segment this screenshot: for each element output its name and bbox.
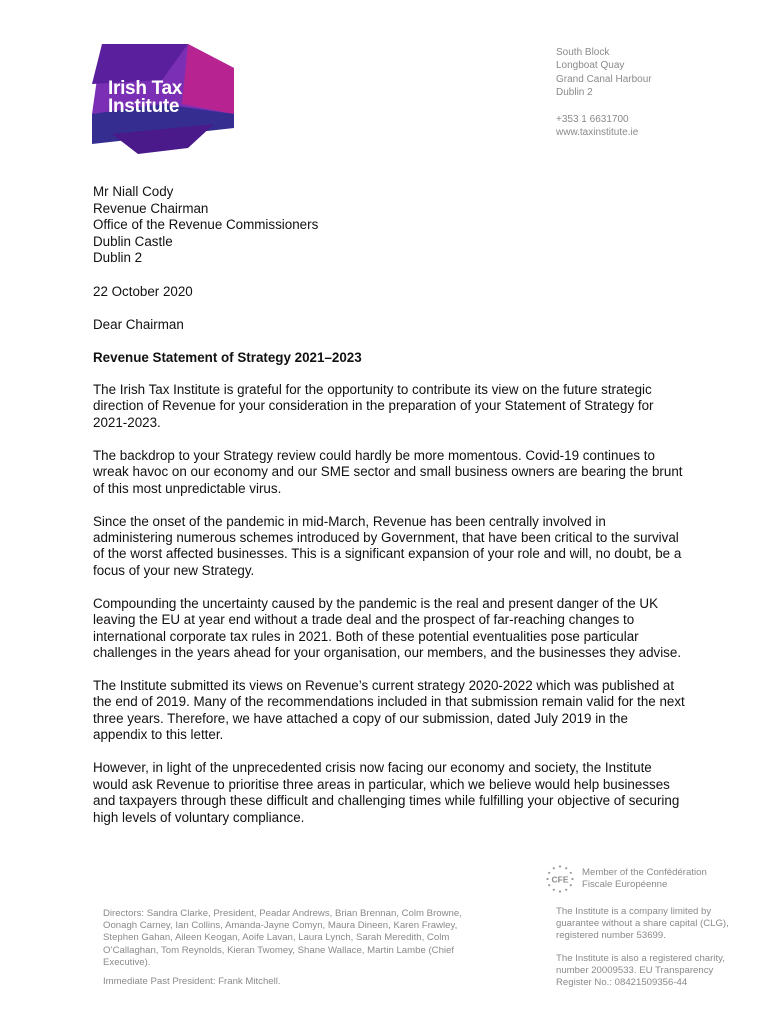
- cfe-line: Member of the Confédération: [582, 867, 707, 878]
- cfe-membership: [582, 867, 707, 892]
- recipient-address: [93, 184, 318, 267]
- letter-date: 22 October 2020: [93, 284, 193, 299]
- body-paragraph: However, in light of the unprecedented crisis now facing our economy and society, the Institute would ask Revenue to prioritise three areas in particular, which we believe would help businesses and taxpayers through these difficult and challenging times while fulfilling your objective of securing high levels of voluntary compliance.: [93, 760, 680, 825]
- cfe-badge-icon: [545, 864, 575, 894]
- company-info: The Institute is a company limited by guarantee without a share capital (CLG), registered number 53699.: [556, 906, 729, 942]
- cfe-badge-label: CFE: [551, 874, 569, 885]
- body-paragraph: Compounding the uncertainty caused by the pandemic is the real and present danger of the UK leaving the EU at year end without a trade deal and the prospect of far-reaching changes to international corporate tax rules in 2021. Both of these potential eventualities pose particular challenges in the years ahead for your organisation, our members, and the businesses they advise.: [93, 595, 682, 661]
- charity-info: The Institute is also a registered charity, number 20009533. EU Transparency Register No.: 08421509356-44: [556, 953, 725, 989]
- body-paragraph: The Institute submitted its views on Revenue’s current strategy 2020-2022 which was published at the end of 2019. Many of the recommendations included in that submission remain valid for the next three years. Therefore, we have attached a copy of our submission, dated July 2019 in the appendix to this letter.: [93, 678, 685, 743]
- recipient-line: Dublin Castle: [93, 233, 173, 249]
- recipient-line: Office of the Revenue Commissioners: [93, 217, 319, 232]
- recipient-line: Revenue Chairman: [93, 200, 209, 216]
- logo-wordmark: Irish Tax Institute: [108, 78, 183, 117]
- sender-website[interactable]: www.taxinstitute.ie: [556, 127, 639, 139]
- address-line: Grand Canal Harbour: [556, 73, 652, 85]
- letter-body: [93, 382, 685, 843]
- salutation: Dear Chairman: [93, 317, 184, 332]
- past-president: Immediate Past President: Frank Mitchell.: [103, 976, 281, 987]
- address-line: South Block: [556, 47, 610, 58]
- recipient-line: Dublin 2: [93, 250, 143, 265]
- sender-phone: +353 1 6631700: [556, 113, 629, 125]
- address-line: Longboat Quay: [556, 60, 625, 72]
- body-paragraph: The Irish Tax Institute is grateful for the opportunity to contribute its view on the future strategic direction of Revenue for your consideration in the preparation of your Statement of Strategy for 2021-2023.: [93, 382, 654, 430]
- address-line: Dublin 2: [556, 87, 593, 99]
- body-paragraph: The backdrop to your Strategy review could hardly be more momentous. Covid-19 continues to wreak havoc on our economy and our SME sector and small business owners are bearing the brunt of this most unpredictable virus.: [93, 447, 683, 496]
- body-paragraph: Since the onset of the pandemic in mid-March, Revenue has been centrally involved in administering numerous schemes introduced by Government, that have been critical to the survival of the worst affected businesses. This is a significant expansion of your role and will, no doubt, be a focus of your new Strategy.: [93, 513, 682, 578]
- sender-address: [556, 46, 652, 139]
- recipient-line: Mr Niall Cody: [93, 184, 174, 199]
- cfe-line: Fiscale Européenne: [582, 879, 668, 891]
- letter-subject: Revenue Statement of Strategy 2021–2023: [93, 350, 362, 365]
- directors-list: Directors: Sandra Clarke, President, Peadar Andrews, Brian Brennan, Colm Browne, Oonagh Carney, Ian Collins, Amanda-Jayne Comyn, Maura Dineen, Karen Frawley, Stephen Gahan, Aileen Keogan, Aoife Lavan, Laura Lynch, Sarah Meredith, Colm O’Callaghan, Tom Reynolds, Kieran Twomey, Shane Wallace, Martin Lambe (Chief Executive).: [103, 908, 462, 968]
